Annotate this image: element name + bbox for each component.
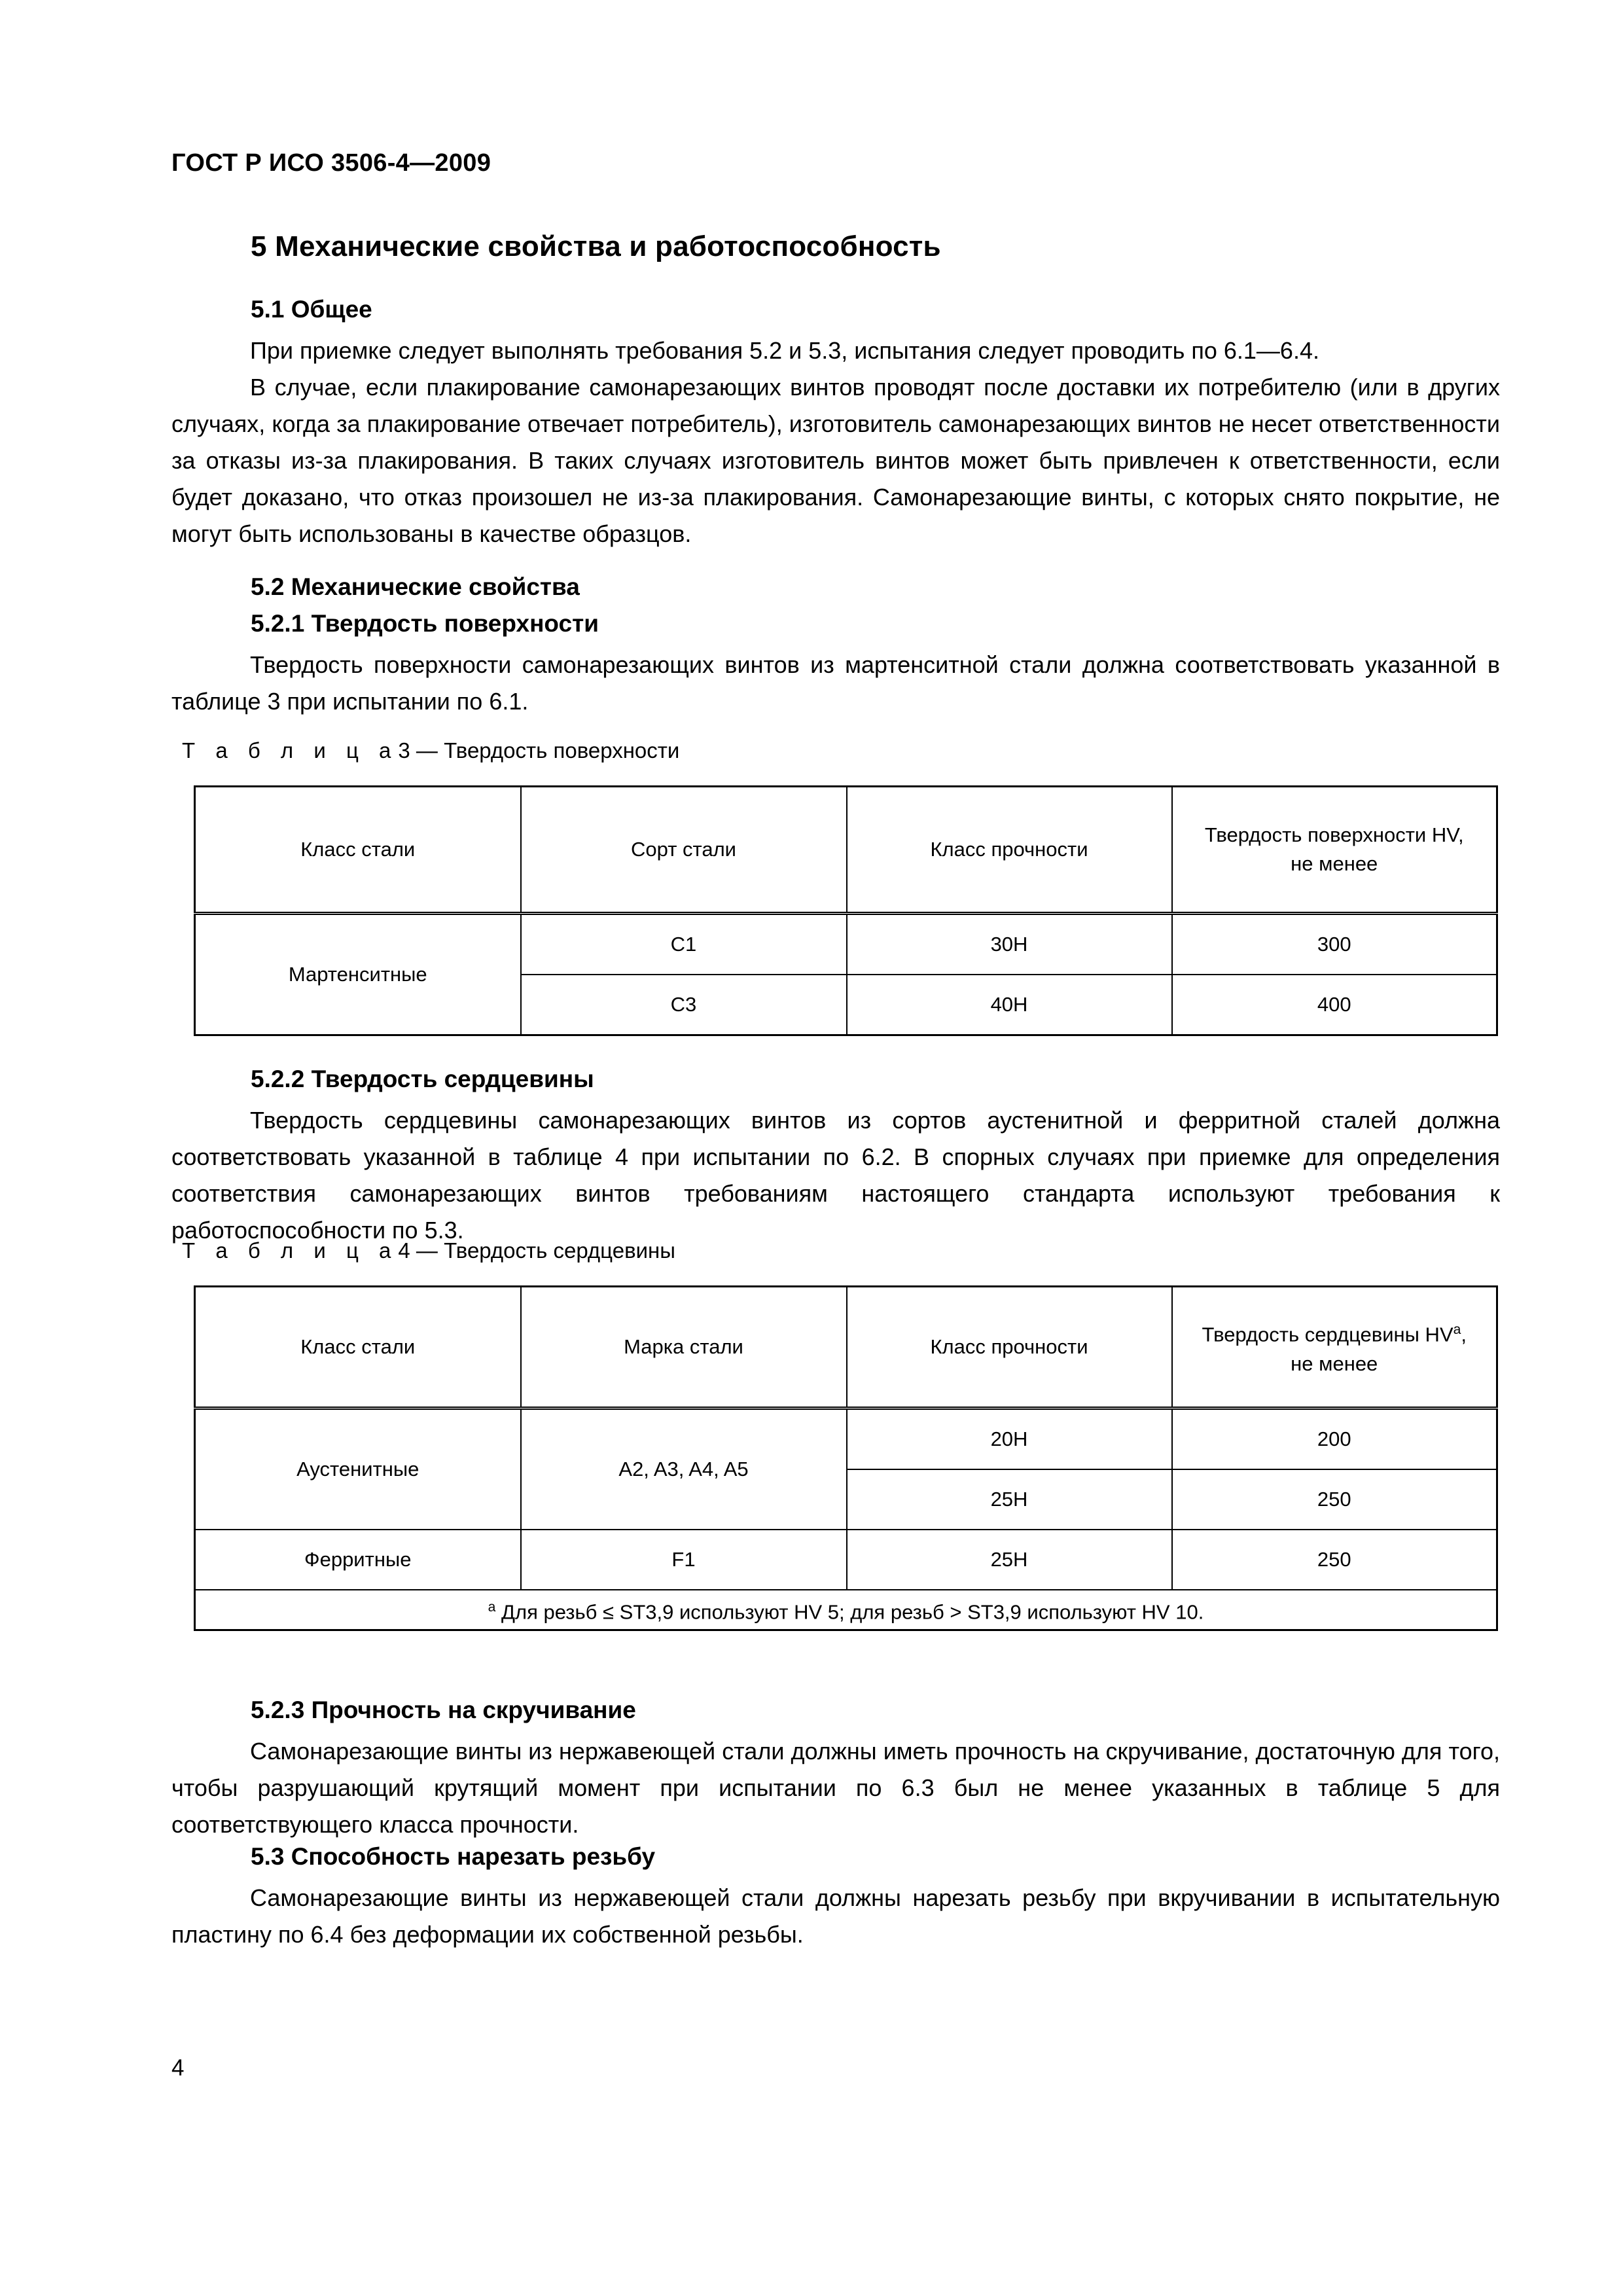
table-3-cell-steel-class-martensitic: Мартенситные: [195, 914, 521, 1035]
table-4-cell-grade-ferritic: F1: [521, 1530, 847, 1590]
table-3-surface-hardness: [194, 785, 1498, 1036]
table-3-header-steel-grade: Сорт стали: [521, 787, 847, 914]
table-3-header-hardness-line2: не менее: [1291, 852, 1378, 875]
table-row: [195, 1530, 1497, 1590]
paragraph-5-3: [171, 1880, 1500, 1953]
table-4-footnote-marker: a: [488, 1600, 496, 1615]
paragraph-text: Самонарезающие винты из нержавеющей стали должны иметь прочность на скручивание, достаточную для того, чтобы разрушающий крутящий момент при испытании по 6.3 был не менее указанных в таблице 5 для соответствующего класса прочности.: [171, 1738, 1500, 1838]
table-4-footnote: [195, 1590, 1497, 1630]
table-4-header-hardness: [1172, 1287, 1497, 1408]
table-4-caption-label: Т а б л и ц а: [182, 1238, 399, 1263]
table-3-cell-strength-40h: 40H: [847, 975, 1172, 1035]
table-4-cell-strength-25h-ferritic: 25H: [847, 1530, 1172, 1590]
heading-section-5-1: 5.1 Общее: [251, 296, 372, 323]
table-4-caption: [182, 1238, 675, 1263]
page-number: 4: [171, 2055, 185, 2081]
heading-section-5: 5 Механические свойства и работоспособность: [251, 230, 941, 262]
paragraph-5-2-2: [171, 1102, 1500, 1249]
heading-section-5-2: 5.2 Механические свойства: [251, 573, 580, 600]
paragraph-text: Твердость поверхности самонарезающих винтов из мартенситной стали должна соответствовать указанной в таблице 3 при испытании по 6.1.: [171, 651, 1500, 715]
paragraph-text: Твердость сердцевины самонарезающих винтов из сортов аустенитной и ферритной сталей должна соответствовать указанной в таблице 4 при испытании по 6.2. В спорных случаях при приемке для определения соответствия самонарезающих винтов требованиям настоящего стандарта используют требования к работоспособности по 5.3.: [171, 1107, 1500, 1244]
paragraph-5-1-second: [171, 369, 1500, 552]
table-4-footnote-text: Для резьб ≤ ST3,9 используют HV 5; для резьб > ST3,9 используют HV 10.: [495, 1600, 1204, 1624]
table-4-cell-class-ferritic: Ферритные: [195, 1530, 521, 1590]
table-3-caption: [182, 738, 679, 763]
table-footnote-row: [195, 1590, 1497, 1630]
table-4-header-steel-mark: Марка стали: [521, 1287, 847, 1408]
heading-section-5-3: 5.3 Способность нарезать резьбу: [251, 1843, 656, 1870]
table-3-header-hardness: [1172, 787, 1497, 914]
table-4-cell-class-austenitic: Аустенитные: [195, 1408, 521, 1530]
paragraph-5-1-first: [171, 332, 1500, 369]
table-4-caption-title: — Твердость сердцевины: [416, 1238, 675, 1263]
paragraph-text: В случае, если плакирование самонарезающих винтов проводят после доставки их потребителю (или в других случаях, когда за плакирование отвечает потребитель), изготовитель самонарезающих винтов не несет ответственности за отказы из-за плакирования. В таких случаях изготовитель винтов может быть привлечен к ответственности, если будет доказано, что отказ произошел не из-за плакирования. Самонарезающие винты, с которых снято покрытие, не могут быть использованы в качестве образцов.: [171, 374, 1500, 547]
table-4-core-hardness: [194, 1285, 1498, 1631]
table-3-header-strength-class: Класс прочности: [847, 787, 1172, 914]
table-4-cell-grade-austenitic: A2, A3, A4, A5: [521, 1408, 847, 1530]
table-4-header-hardness-footnote-ref: a: [1453, 1322, 1461, 1338]
paragraph-5-2-1: [171, 647, 1500, 720]
table-3-cell-grade-c1: C1: [521, 914, 847, 975]
table-4-cell-strength-20h: 20H: [847, 1408, 1172, 1470]
table-4-header: [195, 1287, 1497, 1408]
table-3-caption-label: Т а б л и ц а: [182, 738, 399, 762]
table-3-cell-strength-30h: 30H: [847, 914, 1172, 975]
table-3-body: [195, 914, 1497, 1035]
table-row: [195, 787, 1497, 914]
paragraph-text: Самонарезающие винты из нержавеющей стали должны нарезать резьбу при вкручивании в испытательную пластину по 6.4 без деформации их собственной резьбы.: [171, 1884, 1500, 1948]
table-4-header-strength-class: Класс прочности: [847, 1287, 1172, 1408]
table-row: [195, 914, 1497, 975]
heading-section-5-2-2: 5.2.2 Твердость сердцевины: [251, 1066, 594, 1092]
table-4-header-hardness-line2: не менее: [1291, 1352, 1378, 1375]
table-4-body: [195, 1408, 1497, 1630]
heading-section-5-2-1: 5.2.1 Твердость поверхности: [251, 610, 599, 637]
table-3-header: [195, 787, 1497, 914]
table-4-header-hardness-post: ,: [1461, 1323, 1467, 1346]
table-3-cell-hardness-300: 300: [1172, 914, 1497, 975]
table-4-header-hardness-pre: Твердость сердцевины HV: [1202, 1323, 1454, 1346]
heading-section-5-2-3: 5.2.3 Прочность на скручивание: [251, 1696, 636, 1723]
table-4-cell-hardness-250-ferritic: 250: [1172, 1530, 1497, 1590]
table-3-cell-hardness-400: 400: [1172, 975, 1497, 1035]
table-4-cell-hardness-250-austenitic: 250: [1172, 1469, 1497, 1530]
table-3-cell-grade-c3: C3: [521, 975, 847, 1035]
paragraph-5-2-3: [171, 1733, 1500, 1843]
table-row: [195, 1408, 1497, 1470]
table-3-caption-number: 3: [398, 738, 410, 762]
document-standard-header: ГОСТ Р ИСО 3506-4—2009: [171, 149, 491, 177]
table-3-caption-title: — Твердость поверхности: [416, 738, 680, 762]
table-3-header-hardness-line1: Твердость поверхности HV,: [1204, 823, 1464, 846]
table-4-header-steel-class: Класс стали: [195, 1287, 521, 1408]
paragraph-text: При приемке следует выполнять требования 5.2 и 5.3, испытания следует проводить по 6.1—6.4.: [250, 337, 1319, 364]
table-4-caption-number: 4: [398, 1238, 410, 1263]
table-4-cell-strength-25h-austenitic: 25H: [847, 1469, 1172, 1530]
table-4-cell-hardness-200: 200: [1172, 1408, 1497, 1470]
table-3-header-steel-class: Класс стали: [195, 787, 521, 914]
table-row: [195, 1287, 1497, 1408]
